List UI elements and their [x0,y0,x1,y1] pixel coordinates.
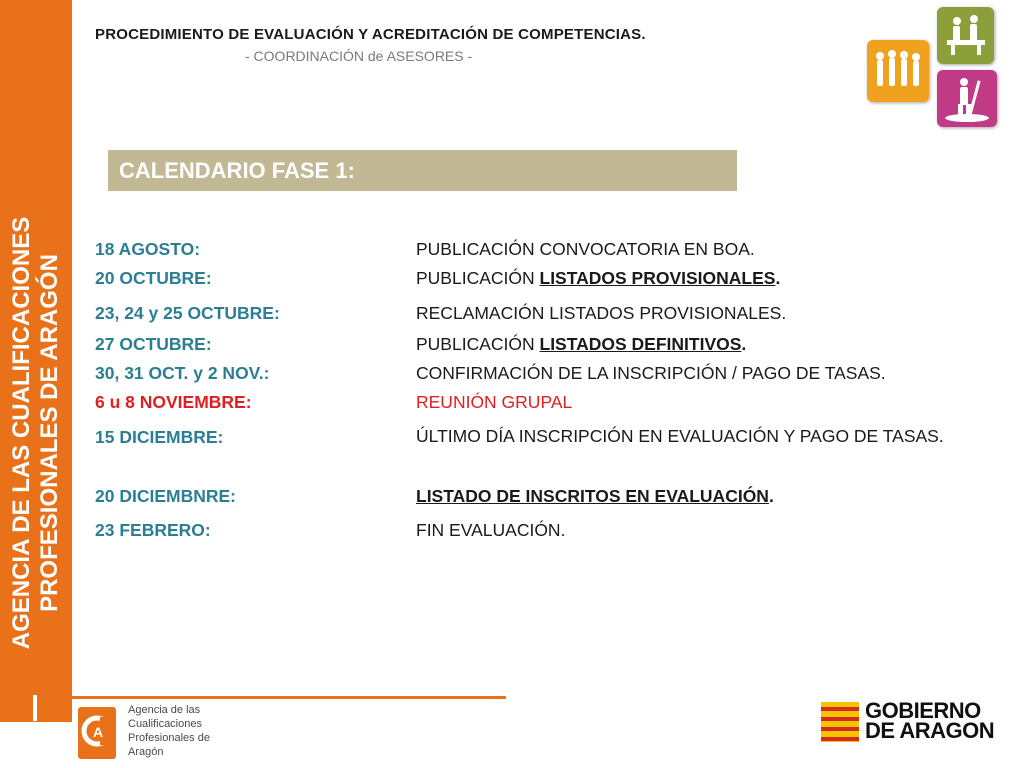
schedule-description-text: PUBLICACIÓN CONVOCATORIA EN BOA. [416,239,755,259]
schedule-date: 20 OCTUBRE: [95,268,212,288]
schedule-description-text: ÚLTIMO DÍA INSCRIPCIÓN EN EVALUACIÓN Y PAGO DE TASAS. [416,426,944,446]
schedule-description-text: REUNIÓN GRUPAL [416,392,573,412]
sidebar [0,0,72,722]
schedule-description-end: . [768,486,774,506]
sidebar-line-2: PROFESIONALES DE ARAGÓN [36,254,63,612]
schedule-description-text: PUBLICACIÓN [416,268,540,288]
schedule-date: 23, 24 y 25 OCTUBRE: [95,303,280,323]
government-logo-text [865,698,995,743]
schedule-description [416,486,774,507]
schedule-description [416,334,746,355]
government-logo-line-2: DE ARAGON [865,718,995,743]
schedule-description-text: CONFIRMACIÓN DE LA INSCRIPCIÓN / PAGO DE TASAS. [416,363,886,383]
workshop-icon [937,7,994,64]
page-title: PROCEDIMIENTO DE EVALUACIÓN Y ACREDITACIÓN DE COMPETENCIAS. [95,26,646,43]
schedule-date: 6 u 8 NOVIEMBRE: [95,392,252,412]
schedule-description-emphasis: LISTADOS DEFINITIVOS [539,334,742,354]
schedule-date: 20 DICIEMBNRE: [95,486,236,506]
schedule-description-text: PUBLICACIÓN [416,334,540,354]
schedule-description [416,520,565,541]
schedule-description-emphasis: LISTADO DE INSCRITOS EN EVALUACIÓN [416,486,769,506]
government-logo-line-1: GOBIERNO [865,698,981,723]
calendar-banner [108,150,737,191]
footer-divider [72,696,506,699]
schedule-description-end: . [741,334,747,354]
svg-text:A: A [92,724,104,740]
sidebar-divider [33,695,37,721]
schedule-description [416,268,780,289]
schedule-date: 23 FEBRERO: [95,520,211,540]
schedule-date: 15 DICIEMBRE: [95,427,224,447]
schedule-date: 27 OCTUBRE: [95,334,212,354]
schedule-description [416,303,786,324]
schedule-description [416,392,572,413]
agency-logo-text: Agencia de las Cualificaciones Profesionales de Aragón [128,704,210,758]
schedule-date: 18 AGOSTO: [95,239,201,259]
schedule-description [416,421,1013,451]
aragon-flag-icon [821,702,859,742]
agency-logo [78,707,116,759]
group-activity-icon [867,40,929,102]
schedule-description-text: FIN EVALUACIÓN. [416,520,566,540]
schedule-description [416,363,886,384]
schedule-description [416,239,755,260]
page-subtitle: - COORDINACIÓN de ASESORES - [245,48,473,64]
sidebar-line-1: AGENCIA DE LAS CUALIFICACIONES [8,216,35,650]
calendar-banner-label: CALENDARIO FASE 1: [119,158,355,183]
schedule-date: 30, 31 OCT. y 2 NOV.: [95,363,270,383]
construction-worker-icon [937,70,997,127]
sidebar-title [8,198,64,668]
schedule-description-text: RECLAMACIÓN LISTADOS PROVISIONALES. [416,303,787,323]
schedule-description-emphasis: LISTADOS PROVISIONALES [539,268,776,288]
schedule-description-end: . [775,268,781,288]
